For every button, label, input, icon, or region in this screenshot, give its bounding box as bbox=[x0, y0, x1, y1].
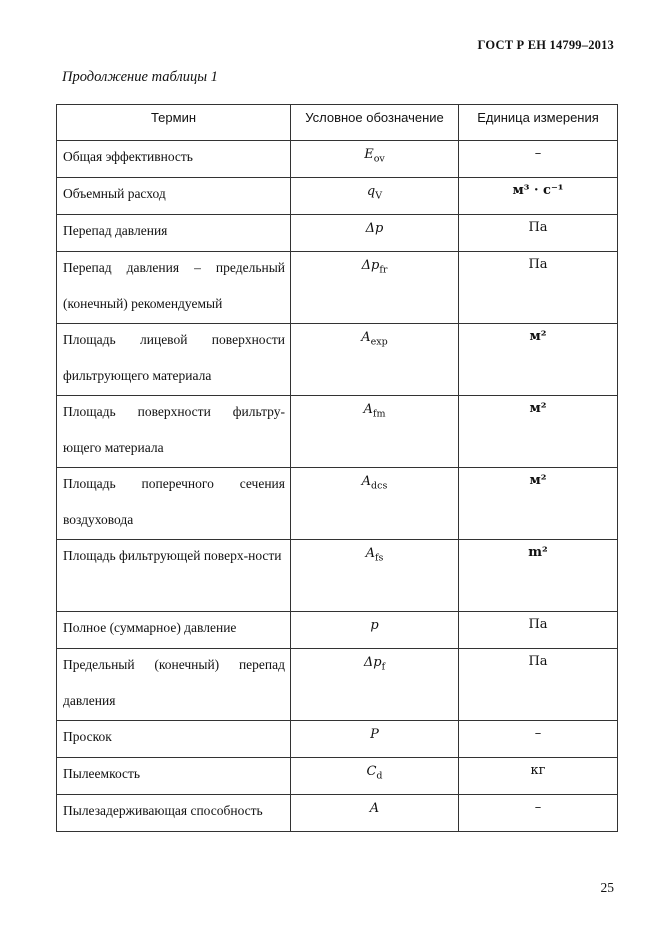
unit-cell bbox=[459, 324, 618, 396]
table-row bbox=[57, 141, 618, 178]
symbol-cell bbox=[291, 795, 459, 832]
symbol-subscript: fr bbox=[379, 264, 388, 276]
unit-text: м² bbox=[529, 329, 547, 344]
unit-cell bbox=[459, 141, 618, 178]
table-row bbox=[57, 324, 618, 396]
table-caption: Продолжение таблицы 1 bbox=[62, 69, 218, 85]
column-header-symbol: Условное обозначение bbox=[291, 105, 459, 141]
unit-cell bbox=[459, 178, 618, 215]
term-text: Пылеемкость bbox=[63, 766, 141, 781]
symbol-text: E bbox=[364, 147, 374, 162]
unit-text: м² bbox=[529, 401, 547, 416]
unit-text: Па bbox=[528, 617, 548, 632]
table-row bbox=[57, 721, 618, 758]
term-cell bbox=[57, 468, 291, 540]
symbol-text: P bbox=[370, 727, 379, 742]
unit-text: м³ · с⁻¹ bbox=[512, 183, 564, 198]
symbol-subscript: exp bbox=[370, 336, 388, 348]
symbol-text: Δp bbox=[361, 258, 380, 273]
table-header-row bbox=[57, 105, 618, 141]
symbol-subscript: V bbox=[375, 190, 383, 202]
terms-table bbox=[56, 104, 618, 832]
unit-cell bbox=[459, 396, 618, 468]
unit-cell bbox=[459, 215, 618, 252]
term-text: Площадь лицевой поверхности фильтрующего материала bbox=[63, 332, 285, 383]
unit-cell bbox=[459, 795, 618, 832]
standard-code: ГОСТ Р ЕН 14799–2013 bbox=[477, 38, 614, 52]
symbol-cell bbox=[291, 468, 459, 540]
term-text: Перепад давления – предельный (конечный) рекомендуемый bbox=[63, 260, 285, 311]
term-cell bbox=[57, 324, 291, 396]
unit-cell bbox=[459, 758, 618, 795]
term-cell bbox=[57, 721, 291, 758]
term-cell bbox=[57, 141, 291, 178]
symbol-subscript: f bbox=[381, 661, 386, 673]
term-text: Предельный (конечный) перепад давления bbox=[63, 657, 285, 708]
term-cell bbox=[57, 178, 291, 215]
unit-cell bbox=[459, 612, 618, 649]
term-cell bbox=[57, 795, 291, 832]
unit-cell bbox=[459, 468, 618, 540]
symbol-subscript: d bbox=[376, 770, 383, 782]
symbol-cell bbox=[291, 396, 459, 468]
column-header-term: Термин bbox=[57, 105, 291, 141]
term-text: Общая эффективность bbox=[63, 149, 193, 164]
unit-cell bbox=[459, 649, 618, 721]
symbol-text: p bbox=[370, 618, 379, 633]
term-cell bbox=[57, 540, 291, 612]
unit-text: Па bbox=[528, 654, 548, 669]
symbol-text: q bbox=[366, 184, 376, 199]
symbol-cell bbox=[291, 721, 459, 758]
unit-text: кг bbox=[530, 763, 546, 778]
symbol-cell bbox=[291, 252, 459, 324]
table-row bbox=[57, 468, 618, 540]
symbol-text: Δp bbox=[365, 221, 384, 236]
term-text: Площадь поверхности фильтру-ющего материала bbox=[63, 404, 285, 455]
symbol-text: A bbox=[363, 402, 373, 417]
term-text: Пылезадерживающая способность bbox=[63, 803, 263, 818]
term-cell bbox=[57, 612, 291, 649]
column-header-unit: Единица измерения bbox=[459, 105, 618, 141]
term-cell bbox=[57, 649, 291, 721]
unit-cell bbox=[459, 252, 618, 324]
symbol-subscript: fs bbox=[374, 552, 384, 564]
symbol-cell bbox=[291, 612, 459, 649]
table-row bbox=[57, 215, 618, 252]
symbol-cell bbox=[291, 141, 459, 178]
term-text: Площадь фильтрующей поверх-ности bbox=[63, 548, 282, 563]
table-row bbox=[57, 178, 618, 215]
unit-text: Па bbox=[528, 220, 548, 235]
table-row bbox=[57, 649, 618, 721]
symbol-text: A bbox=[365, 546, 375, 561]
term-cell bbox=[57, 758, 291, 795]
unit-text: – bbox=[534, 726, 542, 741]
unit-text: – bbox=[534, 146, 542, 161]
symbol-subscript: fm bbox=[372, 408, 386, 420]
table-row bbox=[57, 396, 618, 468]
unit-cell bbox=[459, 721, 618, 758]
unit-cell bbox=[459, 540, 618, 612]
symbol-cell bbox=[291, 324, 459, 396]
symbol-text: Δp bbox=[363, 655, 382, 670]
term-cell bbox=[57, 252, 291, 324]
term-text: Проскок bbox=[63, 729, 112, 744]
symbol-subscript: ov bbox=[373, 153, 385, 165]
term-cell bbox=[57, 215, 291, 252]
symbol-text: A bbox=[361, 474, 372, 489]
symbol-cell bbox=[291, 649, 459, 721]
table-row bbox=[57, 795, 618, 832]
symbol-cell bbox=[291, 178, 459, 215]
table-body bbox=[57, 141, 618, 832]
symbol-cell bbox=[291, 758, 459, 795]
symbol-subscript: dcs bbox=[371, 480, 388, 492]
symbol-cell bbox=[291, 540, 459, 612]
term-cell bbox=[57, 396, 291, 468]
symbol-text: A bbox=[361, 330, 371, 345]
term-text: Объемный расход bbox=[63, 186, 166, 201]
unit-text: Па bbox=[528, 257, 548, 272]
unit-text: m² bbox=[528, 545, 548, 560]
term-text: Полное (суммарное) давление bbox=[63, 620, 237, 635]
page-number: 25 bbox=[600, 880, 614, 895]
table-row bbox=[57, 758, 618, 795]
symbol-text: A bbox=[369, 801, 380, 816]
term-text: Перепад давления bbox=[63, 223, 168, 238]
symbol-cell bbox=[291, 215, 459, 252]
term-text: Площадь поперечного сечения воздуховода bbox=[63, 476, 285, 527]
table-row bbox=[57, 612, 618, 649]
table-row bbox=[57, 540, 618, 612]
symbol-text: C bbox=[366, 764, 377, 779]
unit-text: – bbox=[534, 800, 542, 815]
table-row bbox=[57, 252, 618, 324]
unit-text: м² bbox=[529, 473, 547, 488]
